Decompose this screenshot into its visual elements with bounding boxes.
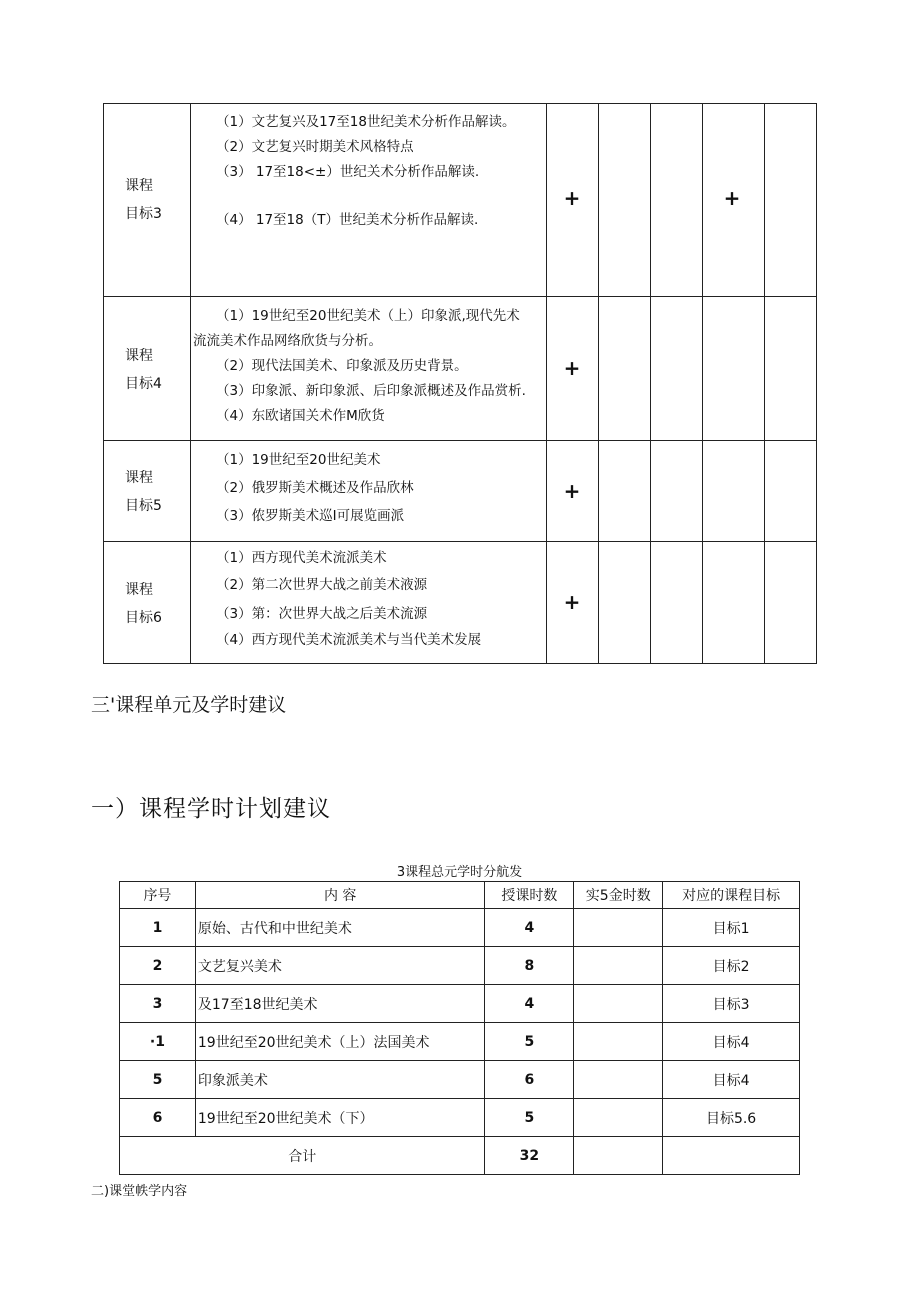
- header-practice: 实5金时数: [574, 882, 663, 909]
- table-row: [120, 947, 800, 985]
- table-rule: [103, 541, 817, 542]
- row-hours: 6: [485, 1061, 574, 1099]
- table-row: [120, 1099, 800, 1137]
- row-goal: 目标2: [663, 947, 800, 985]
- row-practice: [574, 1023, 663, 1061]
- row-content: 原始、古代和中世纪美术: [195, 909, 485, 947]
- goal-item: （1）西方现代美术流派美术: [216, 550, 387, 566]
- goal-item: （3）侬罗斯美术巡I可展览画派: [216, 508, 405, 524]
- row-no: 6: [120, 1099, 196, 1137]
- row-no: 1: [120, 909, 196, 947]
- table-rule: [598, 103, 599, 664]
- total-practice: [574, 1137, 663, 1175]
- row-practice: [574, 1099, 663, 1137]
- row-no: 5: [120, 1061, 196, 1099]
- total-goal: [663, 1137, 800, 1175]
- sub-heading: 一）课程学时计划建议: [91, 796, 331, 822]
- table-row: [120, 909, 800, 947]
- goal-item: （2）第二次世界大战之前美术液源: [216, 577, 428, 593]
- header-no: 序号: [120, 882, 196, 909]
- row-goal: 目标5.6: [663, 1099, 800, 1137]
- table-rule: [816, 103, 817, 664]
- goal-row-label: [125, 576, 162, 632]
- row-content: 文艺复兴美术: [195, 947, 485, 985]
- goal-item: （2）俄罗斯美术概述及作品欣林: [216, 480, 414, 496]
- row-practice: [574, 985, 663, 1023]
- total-hours: 32: [485, 1137, 574, 1175]
- row-no: 3: [120, 985, 196, 1023]
- goal-item: 流流美术作品网络欣货与分析。: [193, 333, 382, 349]
- hours-plan-table: [119, 881, 800, 1175]
- header-content: 内 容: [195, 882, 485, 909]
- row-no: ·1: [120, 1023, 196, 1061]
- table-rule: [190, 103, 191, 664]
- row-content: 及17至18世纪美术: [195, 985, 485, 1023]
- row-hours: 4: [485, 909, 574, 947]
- table-row: [120, 1023, 800, 1061]
- row-hours: 8: [485, 947, 574, 985]
- goal-item: （1）19世纪至20世纪美术（上）印象派,现代先术: [216, 308, 520, 324]
- goal-item: （4）东欧诸国关术作M欣货: [216, 408, 385, 424]
- goal-label-line: 课程: [125, 348, 153, 364]
- goal-item: （3）第：次世界大战之后美术流源: [216, 606, 428, 622]
- row-goal: 目标1: [663, 909, 800, 947]
- table-rule: [702, 103, 703, 664]
- section-heading: 三'课程单元及学时建议: [91, 694, 287, 716]
- goal-label-line: 课程: [125, 582, 153, 598]
- row-no: 2: [120, 947, 196, 985]
- mark-plus: +: [563, 186, 581, 210]
- goal-item: （3） 17至18<±）世纪关术分析作品解读.: [216, 164, 480, 180]
- table-rule: [650, 103, 651, 664]
- header-hours: 授课时数: [485, 882, 574, 909]
- row-content: 印象派美术: [195, 1061, 485, 1099]
- goal-row-label: [125, 464, 162, 520]
- row-practice: [574, 909, 663, 947]
- row-practice: [574, 947, 663, 985]
- table-rule: [103, 103, 104, 664]
- table-header-row: [120, 882, 800, 909]
- row-goal: 目标3: [663, 985, 800, 1023]
- table-rule: [103, 663, 817, 664]
- goal-label-line: 课程: [125, 178, 153, 194]
- goal-row-label: [125, 342, 162, 398]
- mark-plus: +: [563, 356, 581, 380]
- table-rule: [103, 440, 817, 441]
- goal-label-line: 目标5: [125, 498, 162, 514]
- table-total-row: [120, 1137, 800, 1175]
- row-goal: 目标4: [663, 1023, 800, 1061]
- table-row: [120, 985, 800, 1023]
- table-row: [120, 1061, 800, 1099]
- goal-item: （3）印象派、新印象派、后印象派概述及作品赏析.: [216, 383, 526, 399]
- goal-item: （2）现代法国美术、印象派及历史背景。: [216, 358, 468, 374]
- goal-item: （1）文艺复兴及17至18世纪美术分析作品解读。: [216, 114, 516, 130]
- row-content: 19世纪至20世纪美术（下）: [195, 1099, 485, 1137]
- mark-plus: +: [563, 479, 581, 503]
- goal-item: （4） 17至18（T）世纪美术分析作品解读.: [216, 212, 479, 228]
- table-rule: [103, 103, 817, 104]
- goal-row-label: [125, 172, 162, 228]
- row-hours: 5: [485, 1099, 574, 1137]
- header-goal: 对应的课程目标: [663, 882, 800, 909]
- footer-heading: 二)课堂帙学内容: [91, 1184, 188, 1199]
- total-label: 合计: [120, 1137, 485, 1175]
- row-hours: 5: [485, 1023, 574, 1061]
- row-practice: [574, 1061, 663, 1099]
- row-content: 19世纪至20世纪美术（上）法国美术: [195, 1023, 485, 1061]
- goal-item: （4）西方现代美术流派美术与当代美术发展: [216, 632, 482, 648]
- goal-label-line: 课程: [125, 470, 153, 486]
- goal-item: （1）19世纪至20世纪美术: [216, 452, 381, 468]
- row-hours: 4: [485, 985, 574, 1023]
- mark-plus: +: [723, 186, 741, 210]
- table-caption: 3课程总元学时分航发: [396, 865, 523, 880]
- goal-label-line: 目标4: [125, 376, 162, 392]
- mark-plus: +: [563, 590, 581, 614]
- table-rule: [103, 296, 817, 297]
- goal-label-line: 目标3: [125, 206, 162, 222]
- row-goal: 目标4: [663, 1061, 800, 1099]
- table-rule: [764, 103, 765, 664]
- goal-item: （2）文艺复兴时期美术风格特点: [216, 139, 414, 155]
- goal-label-line: 目标6: [125, 610, 162, 626]
